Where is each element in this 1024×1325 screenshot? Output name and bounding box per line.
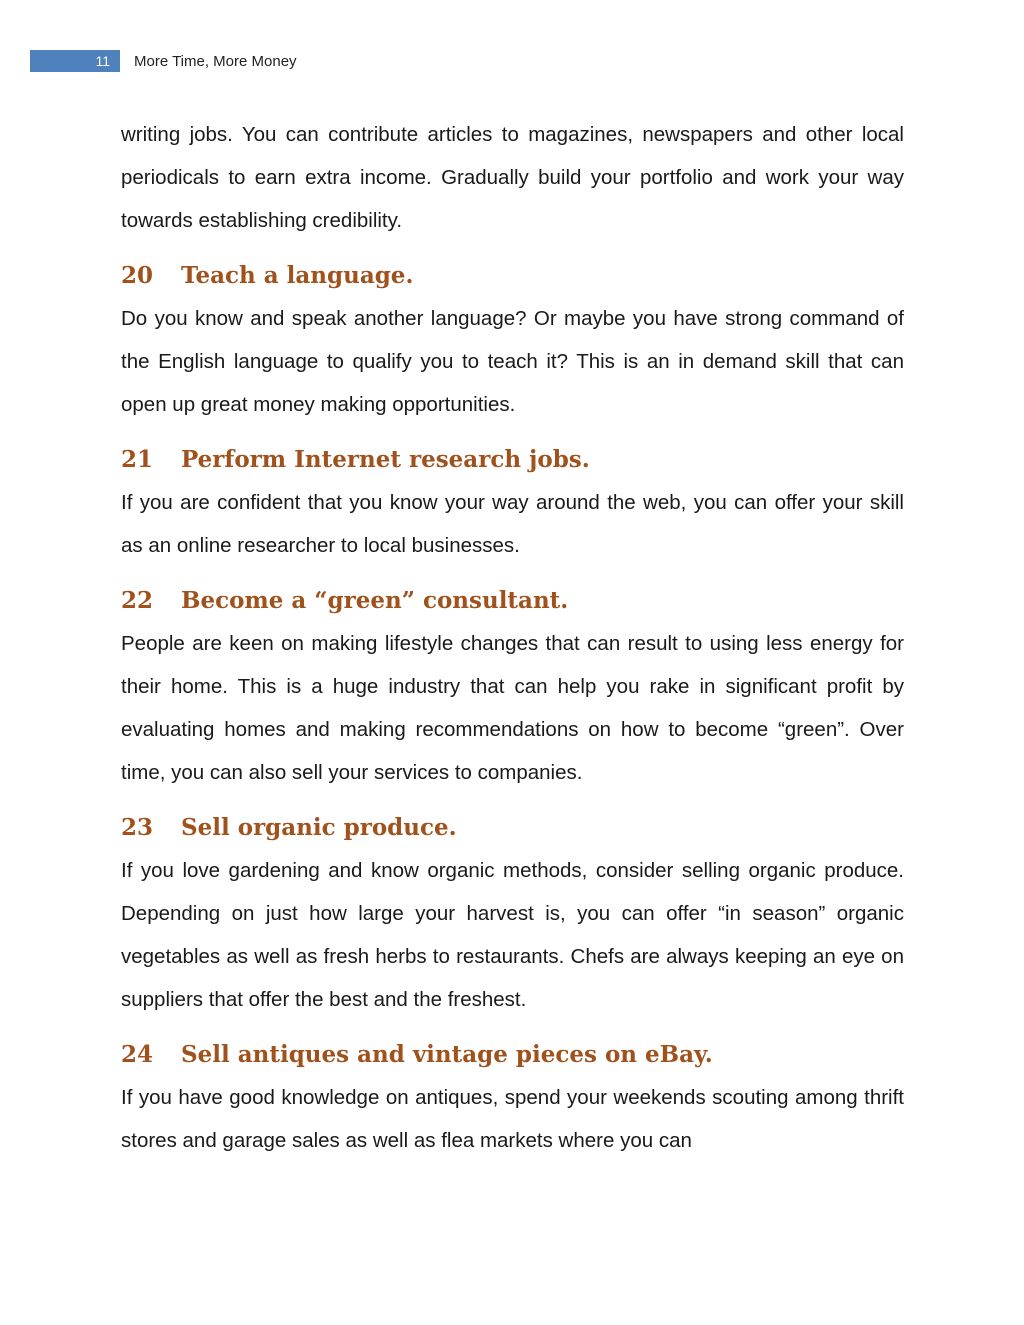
section-body: If you love gardening and know organic methods, consider selling organic produce. Depending on just how large your harvest is, you can offer “in season” organic vegetables as well as fresh herbs to restaurants. Chefs are always keeping an eye on suppliers that offer the best and the freshest.: [121, 859, 904, 1011]
section-title: Sell organic produce.: [181, 814, 457, 841]
intro-paragraph: writing jobs. You can contribute articles to magazines, newspapers and other local periodicals to earn extra income. Gradually build your portfolio and work your way towards establishing credibility.: [121, 123, 904, 232]
section-body: If you have good knowledge on antiques, spend your weekends scouting among thrift stores and garage sales as well as flea markets where you can: [121, 1086, 904, 1152]
section-heading: [121, 254, 904, 297]
section-title: Teach a language.: [181, 262, 414, 289]
section-body: If you are confident that you know your way around the web, you can offer your skill as an online researcher to local businesses.: [121, 491, 904, 557]
section-20: [121, 254, 904, 426]
section-24: [121, 1033, 904, 1162]
section-heading: [121, 806, 904, 849]
page-content: [121, 113, 904, 1162]
section-22: [121, 579, 904, 794]
section-number: 21: [121, 446, 154, 473]
section-body: People are keen on making lifestyle changes that can result to using less energy for their home. This is a huge industry that can help you rake in significant profit by evaluating homes and making recommendations on how to become “green”. Over time, you can also sell your services to companies.: [121, 632, 904, 784]
page-header: [30, 50, 297, 72]
section-number: 22: [121, 587, 154, 614]
section-23: [121, 806, 904, 1021]
section-title: Sell antiques and vintage pieces on eBay.: [181, 1041, 713, 1068]
section-number: 23: [121, 814, 154, 841]
section-body: Do you know and speak another language? Or maybe you have strong command of the English language to qualify you to teach it? This is an in demand skill that can open up great money making opportunities.: [121, 307, 904, 416]
section-21: [121, 438, 904, 567]
section-number: 20: [121, 262, 154, 289]
running-title: More Time, More Money: [134, 52, 297, 70]
section-heading: [121, 438, 904, 481]
section-number: 24: [121, 1041, 154, 1068]
section-heading: [121, 579, 904, 622]
page-number: 11: [95, 53, 110, 69]
section-title: Become a “green” consultant.: [181, 587, 569, 614]
section-title: Perform Internet research jobs.: [181, 446, 590, 473]
section-heading: [121, 1033, 904, 1076]
page-number-badge: [30, 50, 120, 72]
